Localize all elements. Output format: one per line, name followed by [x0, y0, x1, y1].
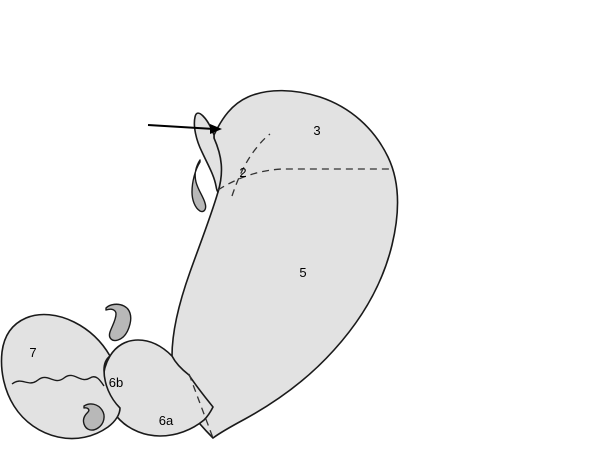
label-6a: 6a	[158, 413, 174, 428]
label-5: 5	[299, 265, 307, 280]
lower-connector-accent	[83, 404, 104, 430]
label-6b: 6b	[108, 375, 124, 390]
label-2: 2	[239, 165, 247, 180]
label-3: 3	[313, 123, 321, 138]
label-7: 7	[29, 345, 37, 360]
